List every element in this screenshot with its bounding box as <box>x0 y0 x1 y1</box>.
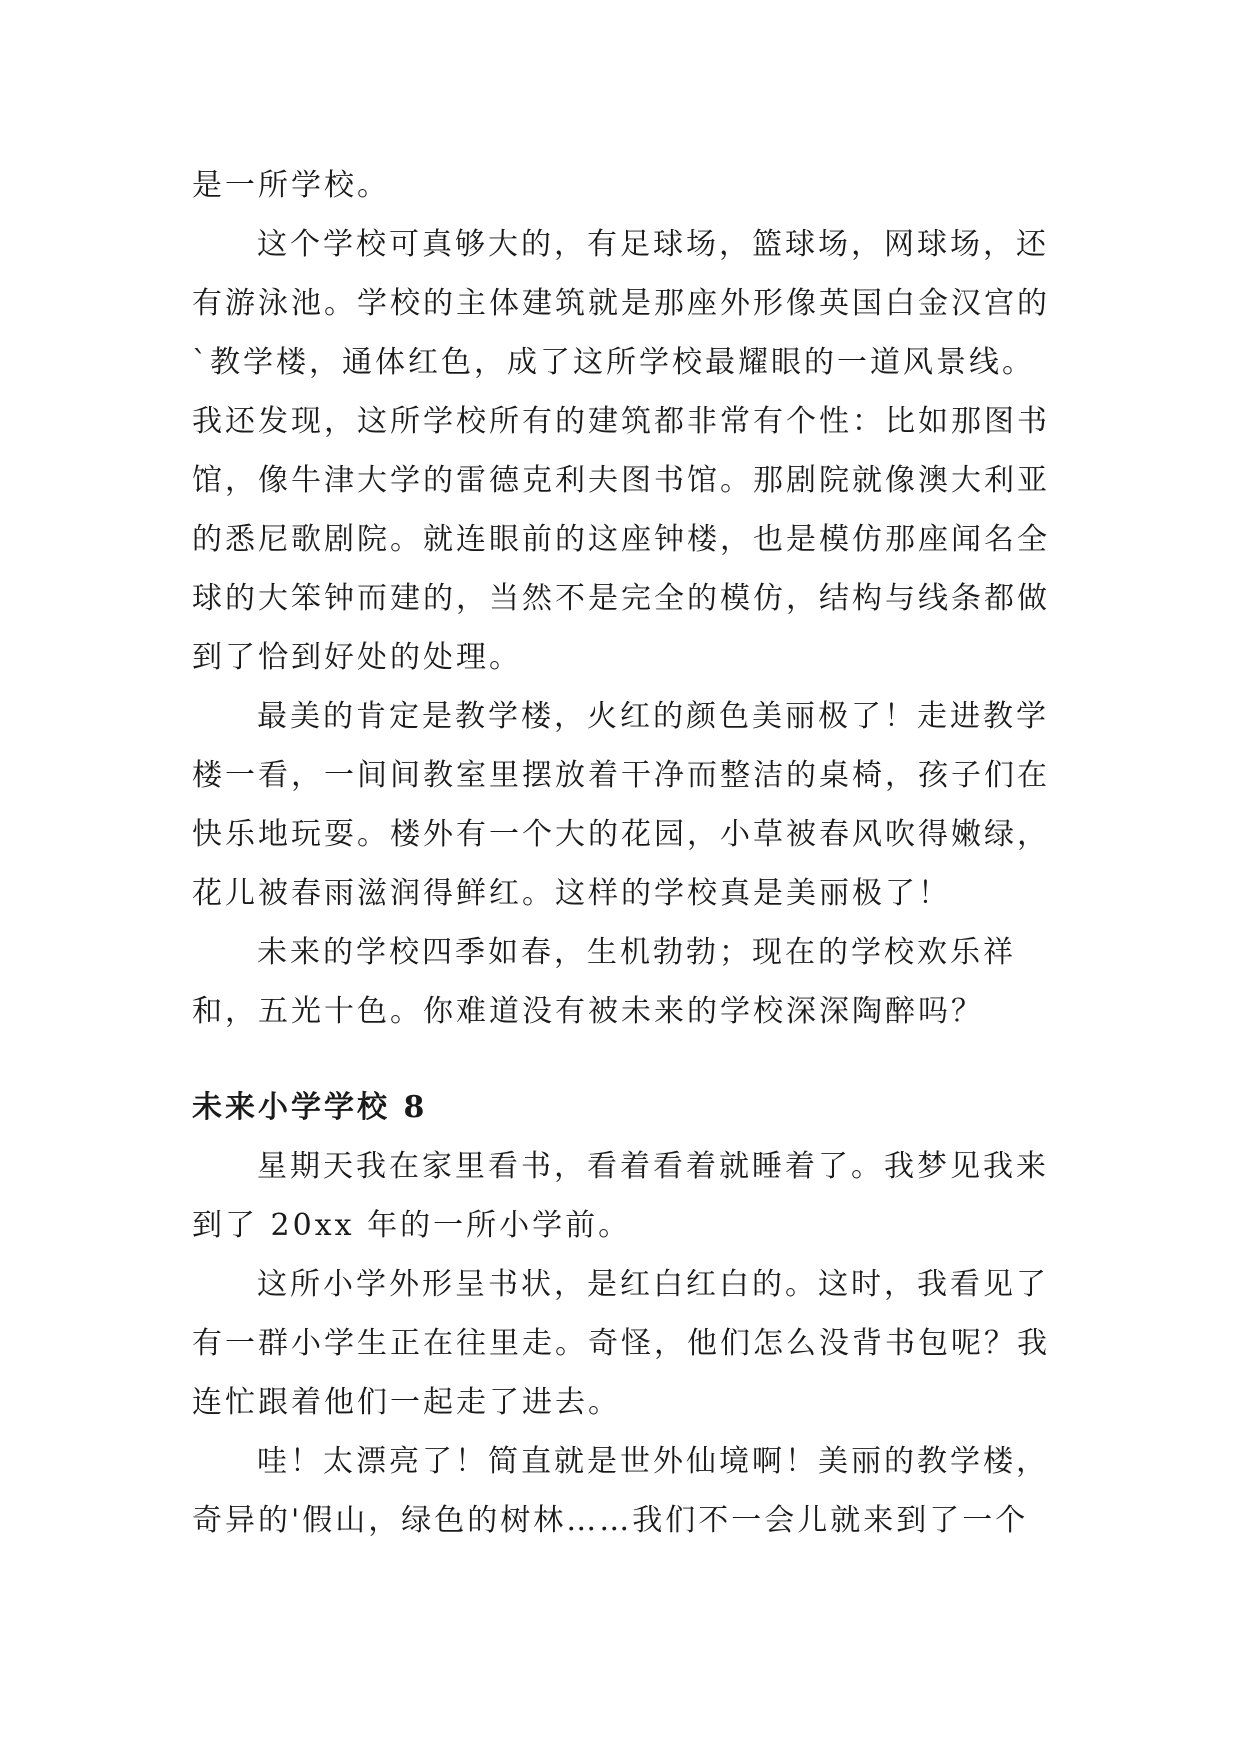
paragraph: 这个学校可真够大的，有足球场，篮球场，网球场，还有游泳池。学校的主体建筑就是那座外形像英国白金汉宫的`教学楼，通体红色，成了这所学校最耀眼的一道风景线。我还发现，这所学校所有的建筑都非常有个性：比如那图书馆，像牛津大学的雷德克利夫图书馆。那剧院就像澳大利亚的悉尼歌剧院。就连眼前的这座钟楼，也是模仿那座闻名全球的大笨钟而建的，当然不是完全的模仿，结构与线条都做到了恰到好处的处理。 <box>192 227 1050 675</box>
paragraph: 未来的学校四季如春，生机勃勃；现在的学校欢乐祥和，五光十色。你难道没有被未来的学校深深陶醉吗？ <box>192 935 1016 1029</box>
paragraph: 星期天我在家里看书，看着看着就睡着了。我梦见我来到了 20xx 年的一所小学前。 <box>192 1149 1049 1243</box>
paragraph: 这所小学外形呈书状，是红白红白的。这时，我看见了有一群小学生正在往里走。奇怪，他们怎么没背书包呢？我连忙跟着他们一起走了进去。 <box>192 1267 1050 1420</box>
essay-title: 未来小学学校 8 <box>192 1090 428 1125</box>
paragraph-continuation: 是一所学校。 <box>192 168 390 203</box>
essay-section-2 <box>192 1137 1062 1550</box>
paragraph: 最美的肯定是教学楼，火红的颜色美丽极了！走进教学楼一看，一间间教室里摆放着干净而整洁的桌椅，孩子们在快乐地玩耍。楼外有一个大的花园，小草被春风吹得嫩绿，花儿被春雨滋润得鲜红。这样的学校真是美丽极了！ <box>192 699 1050 911</box>
paragraph: 哇！太漂亮了！简直就是世外仙境啊！美丽的教学楼，奇异的'假山，绿色的树林……我们不一会儿就来到了一个 <box>192 1444 1049 1538</box>
essay-section-1 <box>192 156 1062 1041</box>
